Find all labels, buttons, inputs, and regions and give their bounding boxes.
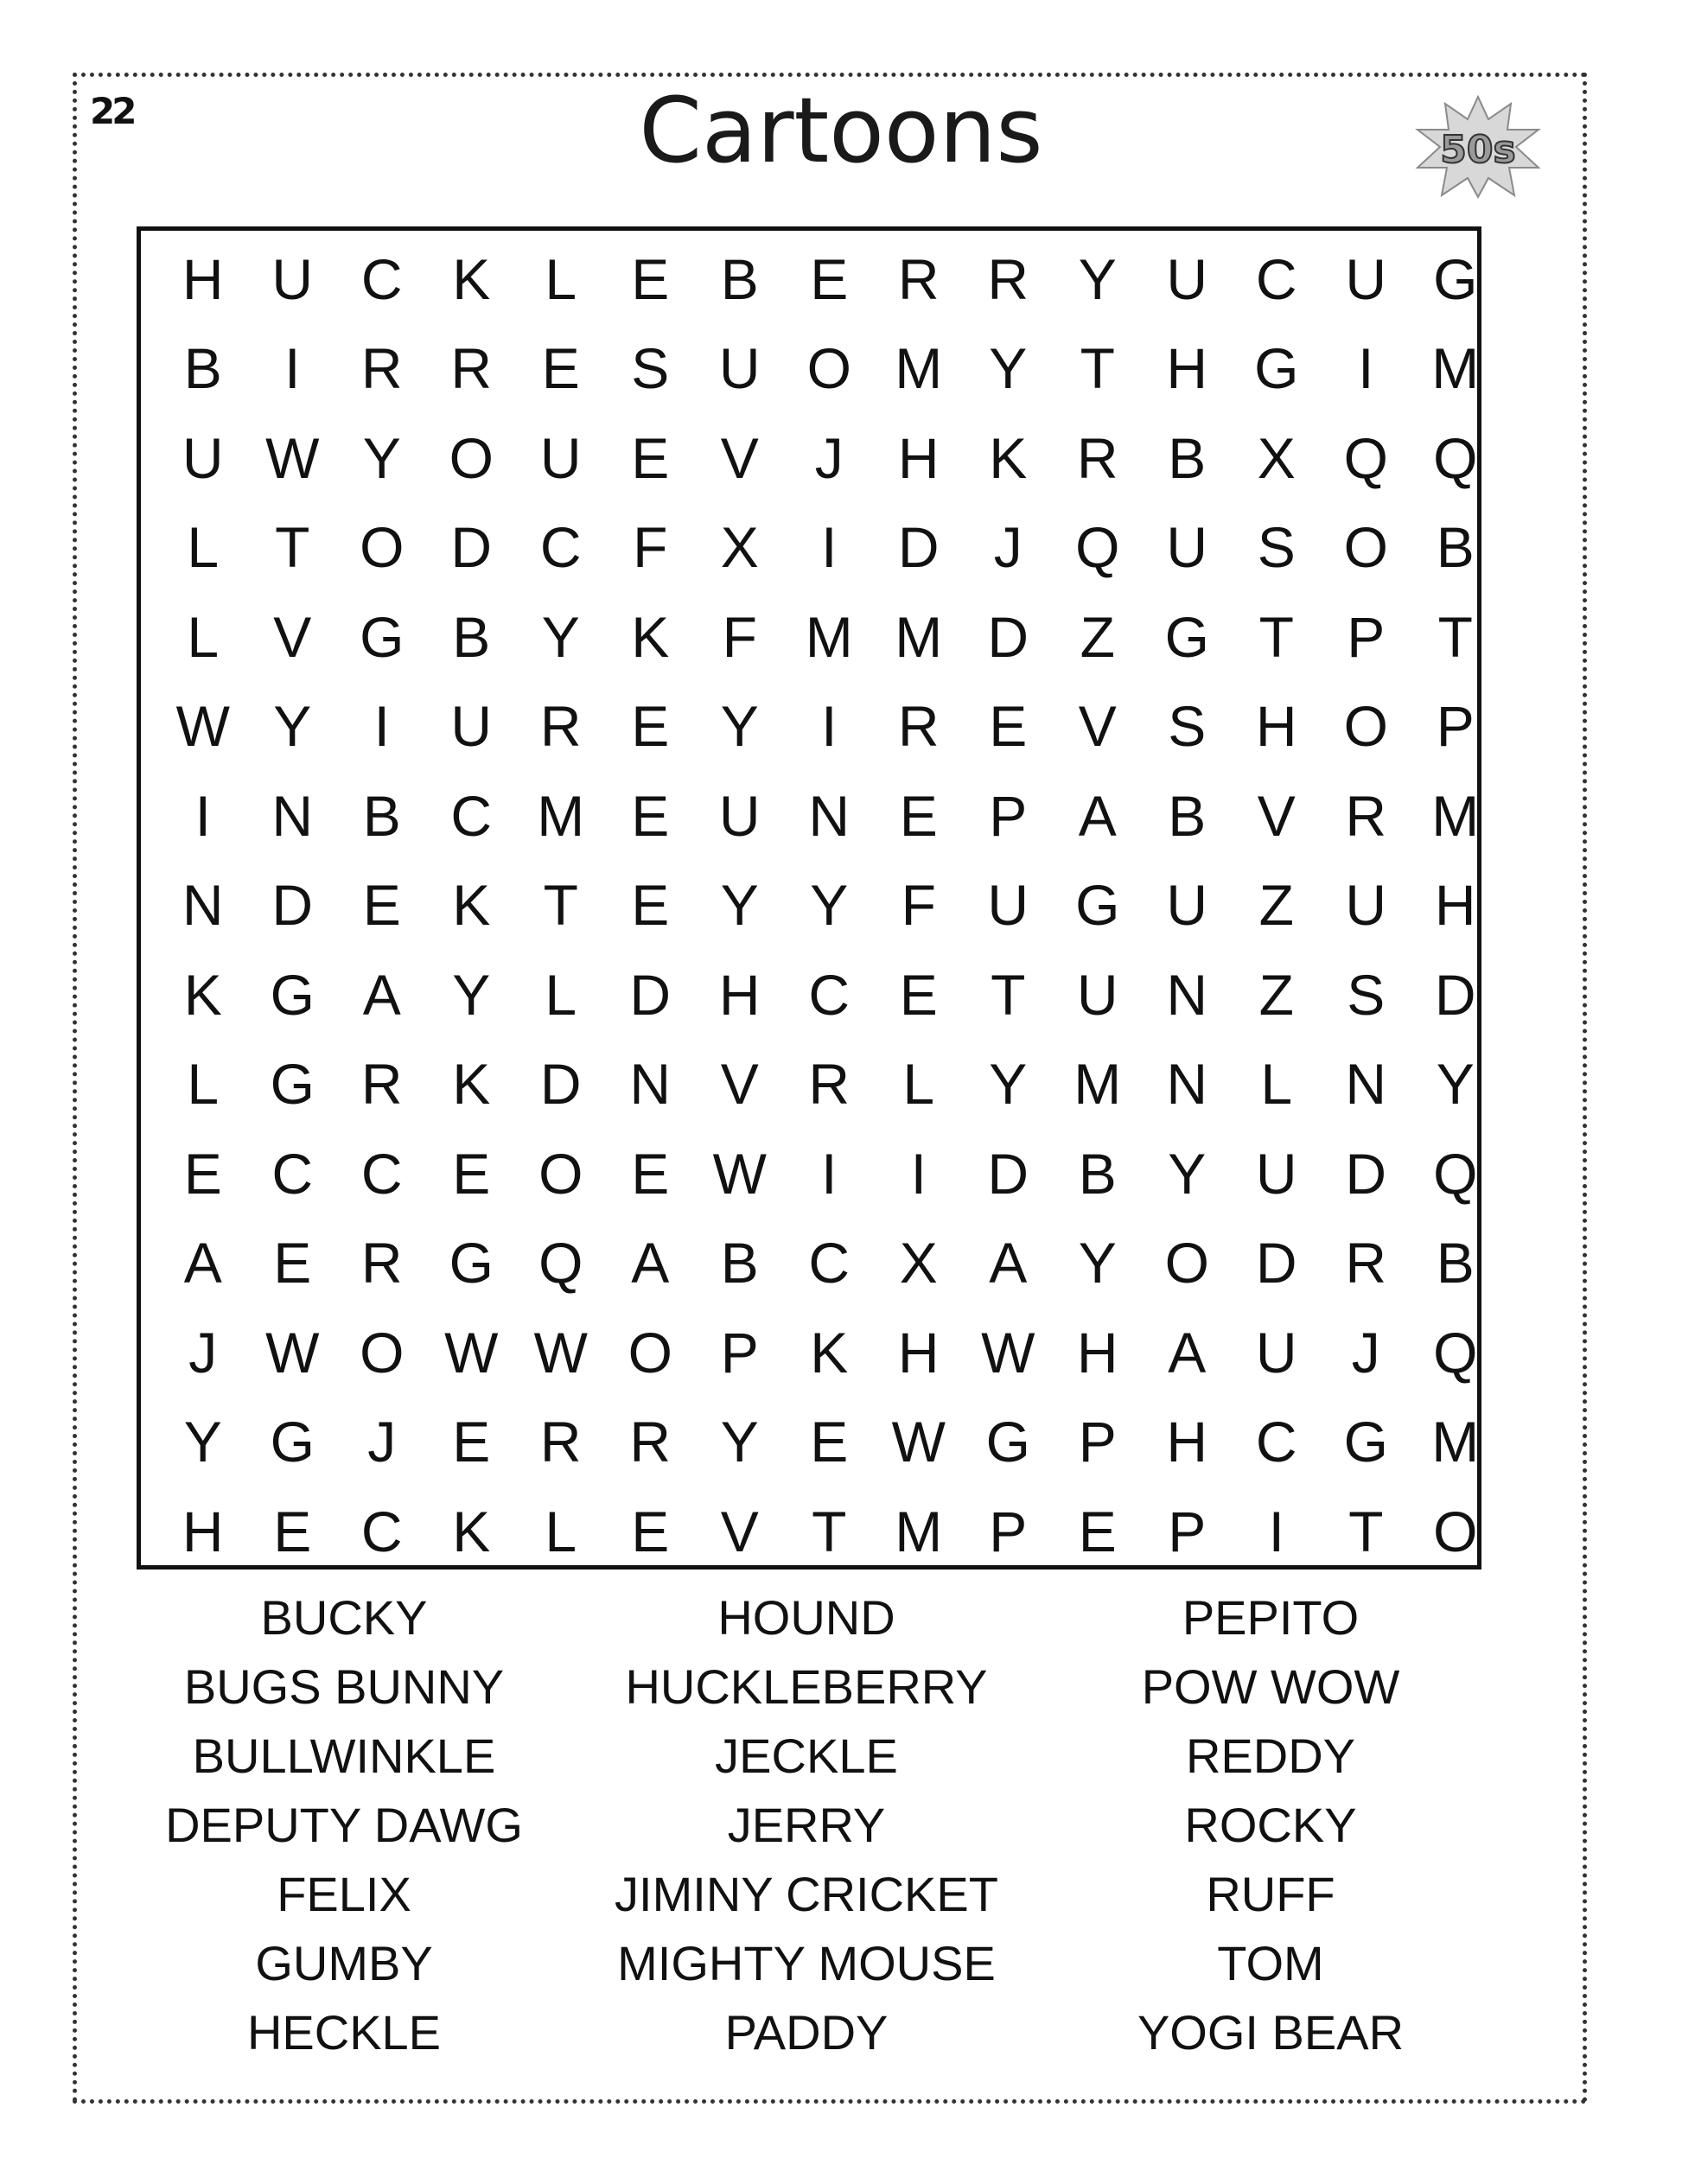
grid-letter[interactable]: E [989, 694, 1028, 759]
grid-letter[interactable]: P [989, 1499, 1028, 1563]
word-list-item: JIMINY CRICKET [615, 1867, 998, 1921]
page-title: Cartoons [639, 78, 1043, 183]
grid-letter[interactable]: U [182, 425, 224, 490]
grid-letter[interactable]: B [1436, 515, 1475, 580]
grid-letter[interactable]: R [1076, 425, 1118, 490]
grid-letter[interactable]: R [539, 694, 582, 759]
grid-letter[interactable]: B [1436, 1231, 1475, 1296]
grid-letter[interactable]: O [360, 515, 405, 580]
word-list-item: REDDY [1185, 1729, 1356, 1783]
grid-letter[interactable]: I [373, 694, 390, 759]
grid-letter[interactable]: C [808, 962, 851, 1027]
grid-letter[interactable]: N [1345, 1052, 1387, 1117]
grid-letter[interactable]: Y [183, 1410, 222, 1474]
grid-letter[interactable]: T [275, 515, 310, 580]
badge-label: 50s [1440, 128, 1516, 172]
grid-letter[interactable]: U [1345, 873, 1387, 938]
grid-letter[interactable]: E [362, 873, 401, 938]
word-list-item: HOUND [717, 1590, 895, 1645]
grid-letter[interactable]: G [270, 962, 315, 1027]
grid-letter[interactable]: L [545, 246, 577, 311]
grid-letter[interactable]: W [533, 1320, 588, 1385]
grid-letter[interactable]: U [1166, 246, 1208, 311]
grid-letter[interactable]: U [1345, 246, 1387, 311]
grid-letter[interactable]: Q [1433, 425, 1478, 490]
grid-letter[interactable]: D [629, 962, 672, 1027]
grid-letter[interactable]: U [718, 783, 761, 848]
grid-letter[interactable]: B [362, 783, 401, 848]
grid-letter[interactable]: S [1168, 694, 1207, 759]
grid-letter[interactable]: N [271, 783, 314, 848]
grid-letter[interactable]: B [452, 604, 491, 669]
grid-letter[interactable]: M [1074, 1052, 1122, 1117]
grid-letter[interactable]: E [273, 1231, 312, 1296]
grid-letter[interactable]: M [537, 783, 585, 848]
grid-row [158, 324, 1500, 414]
grid-letter[interactable]: M [1431, 336, 1480, 401]
grid-letter[interactable]: E [541, 336, 580, 401]
grid-letter[interactable]: I [821, 1141, 838, 1206]
grid-letter[interactable]: H [182, 1499, 224, 1563]
grid-letter[interactable]: D [987, 604, 1029, 669]
grid-row [158, 1487, 1500, 1576]
word-list-item: MIGHTY MOUSE [617, 1936, 996, 1990]
grid-letter[interactable]: S [1347, 962, 1386, 1027]
word-list-item: JECKLE [715, 1729, 898, 1783]
grid-letter[interactable]: D [897, 515, 940, 580]
grid-letter[interactable]: H [1166, 336, 1208, 401]
grid-letter[interactable]: E [452, 1410, 491, 1474]
grid-letter[interactable]: V [1078, 694, 1117, 759]
grid-letter[interactable]: Y [541, 604, 580, 669]
grid-letter[interactable]: K [810, 1320, 849, 1385]
grid-letter[interactable]: D [1345, 1141, 1387, 1206]
word-list-item: BULLWINKLE [192, 1729, 496, 1783]
grid-letter[interactable]: C [360, 1499, 403, 1563]
grid-letter[interactable]: R [1345, 1231, 1387, 1296]
grid-letter[interactable]: I [194, 783, 211, 848]
grid-letter[interactable]: I [284, 336, 301, 401]
grid-letter[interactable]: D [987, 1141, 1029, 1206]
grid-letter[interactable]: A [631, 1231, 670, 1296]
grid-letter[interactable]: B [1168, 783, 1207, 848]
grid-letter[interactable]: L [545, 962, 577, 1027]
grid-letter[interactable]: E [273, 1499, 312, 1563]
grid-letter[interactable]: P [989, 783, 1028, 848]
grid-letter[interactable]: G [1164, 604, 1209, 669]
grid-letter[interactable]: Q [1343, 425, 1388, 490]
grid-letter[interactable]: M [1431, 783, 1480, 848]
grid-letter[interactable]: G [1075, 873, 1120, 938]
grid-letter[interactable]: R [360, 1052, 403, 1117]
grid-letter[interactable]: I [910, 1141, 927, 1206]
grid-letter[interactable]: P [1078, 1410, 1117, 1474]
grid-letter[interactable]: B [720, 246, 759, 311]
word-list-item: TOM [1217, 1936, 1324, 1990]
grid-letter[interactable]: G [1343, 1410, 1388, 1474]
grid-letter[interactable]: B [1078, 1141, 1117, 1206]
grid-letter[interactable]: B [1168, 425, 1207, 490]
grid-letter[interactable]: E [631, 1499, 670, 1563]
grid-letter[interactable]: N [1166, 962, 1208, 1027]
grid-letter[interactable]: J [993, 515, 1023, 580]
grid-letter[interactable]: U [539, 425, 582, 490]
grid-letter[interactable]: R [987, 246, 1029, 311]
grid-letter[interactable]: E [631, 694, 670, 759]
grid-letter[interactable]: F [901, 873, 936, 938]
grid-letter[interactable]: D [450, 515, 493, 580]
grid-letter[interactable]: R [360, 336, 403, 401]
grid-letter[interactable]: A [989, 1231, 1028, 1296]
grid-letter[interactable]: N [808, 783, 851, 848]
grid-letter[interactable]: I [1268, 1499, 1284, 1563]
grid-letter[interactable]: I [1358, 336, 1374, 401]
grid-letter[interactable]: E [631, 783, 670, 848]
grid-letter[interactable]: R [539, 1410, 582, 1474]
word-list-item: BUCKY [260, 1590, 428, 1645]
grid-letter[interactable]: W [981, 1320, 1035, 1385]
grid-letter[interactable]: G [360, 604, 405, 669]
grid-letter[interactable]: J [814, 425, 844, 490]
grid-letter[interactable]: T [1080, 336, 1115, 401]
grid-letter[interactable]: T [543, 873, 578, 938]
grid-letter[interactable]: Y [452, 962, 491, 1027]
grid-row [158, 1398, 1500, 1487]
grid-letter[interactable]: I [821, 694, 838, 759]
grid-letter[interactable]: E [810, 1410, 849, 1474]
grid-letter[interactable]: E [452, 1141, 491, 1206]
grid-letter[interactable]: W [712, 1141, 767, 1206]
grid-letter[interactable]: G [449, 1231, 494, 1296]
word-list-item: POW WOW [1141, 1659, 1400, 1714]
grid-letter[interactable]: K [631, 604, 670, 669]
grid-letter[interactable]: U [1166, 515, 1208, 580]
grid-row [158, 1040, 1500, 1130]
word-list-item: DEPUTY DAWG [165, 1798, 523, 1852]
grid-letter[interactable]: C [450, 783, 493, 848]
grid-letter[interactable]: K [452, 1052, 491, 1117]
grid-letter[interactable]: G [1433, 246, 1478, 311]
grid-letter[interactable]: L [902, 1052, 935, 1117]
grid-letter[interactable]: O [538, 1141, 583, 1206]
grid-letter[interactable]: D [271, 873, 314, 938]
grid-letter[interactable]: E [631, 246, 670, 311]
grid-letter[interactable]: P [720, 1320, 759, 1385]
grid-letter[interactable]: C [271, 1141, 314, 1206]
grid-row [158, 1219, 1500, 1308]
word-list-item: BUGS BUNNY [183, 1659, 505, 1714]
grid-letter[interactable]: E [631, 873, 670, 938]
grid-letter[interactable]: E [1078, 1499, 1117, 1563]
grid-letter[interactable]: H [182, 246, 224, 311]
grid-letter[interactable]: M [805, 604, 853, 669]
grid-letter[interactable]: M [895, 604, 943, 669]
grid-letter[interactable]: R [360, 1231, 403, 1296]
word-list-item: ROCKY [1184, 1798, 1357, 1852]
grid-letter[interactable]: V [720, 1052, 759, 1117]
grid-letter[interactable]: W [265, 1320, 320, 1385]
grid-letter[interactable]: V [720, 425, 759, 490]
grid-letter[interactable]: A [1078, 783, 1117, 848]
grid-letter[interactable]: M [895, 1499, 943, 1563]
grid-letter[interactable]: L [187, 515, 220, 580]
grid-letter[interactable]: W [891, 1410, 946, 1474]
word-list-item: FELIX [277, 1867, 411, 1921]
grid-letter[interactable]: Y [1078, 246, 1117, 311]
grid-row [158, 592, 1500, 682]
word-list-item: YOGI BEAR [1137, 2005, 1405, 2060]
grid-letter[interactable]: T [991, 962, 1026, 1027]
grid-row [158, 771, 1500, 861]
grid-row [158, 861, 1500, 951]
grid-letter[interactable]: B [720, 1231, 759, 1296]
grid-row [158, 234, 1500, 324]
grid-letter[interactable]: D [1255, 1231, 1297, 1296]
grid-letter[interactable]: Q [1433, 1320, 1478, 1385]
word-list-item: JERRY [727, 1798, 886, 1852]
grid-letter[interactable]: Y [720, 694, 759, 759]
grid-letter[interactable]: O [1433, 1499, 1478, 1563]
grid-letter[interactable]: T [812, 1499, 847, 1563]
grid-letter[interactable]: V [273, 604, 312, 669]
grid-letter[interactable]: F [722, 604, 757, 669]
grid-letter[interactable]: P [1347, 604, 1386, 669]
grid-letter[interactable]: Z [1258, 873, 1294, 938]
grid-letter[interactable]: L [187, 1052, 220, 1117]
grid-letter[interactable]: E [899, 962, 938, 1027]
grid-row [158, 682, 1500, 772]
grid-letter[interactable]: H [897, 425, 940, 490]
grid-letter[interactable]: O [806, 336, 851, 401]
grid-letter[interactable]: Y [989, 336, 1028, 401]
grid-letter[interactable]: C [1255, 246, 1297, 311]
grid-letter[interactable]: U [1255, 1141, 1297, 1206]
grid-row [158, 1308, 1500, 1398]
grid-letter[interactable]: U [1255, 1320, 1297, 1385]
grid-letter[interactable]: H [1434, 873, 1476, 938]
grid-letter[interactable]: K [452, 873, 491, 938]
grid-letter[interactable]: Q [1433, 1141, 1478, 1206]
grid-letter[interactable]: L [187, 604, 220, 669]
grid-letter[interactable]: N [1166, 1052, 1208, 1117]
grid-letter[interactable]: E [899, 783, 938, 848]
grid-letter[interactable]: Y [1078, 1231, 1117, 1296]
grid-letter[interactable]: U [718, 336, 761, 401]
grid-letter[interactable]: A [183, 1231, 222, 1296]
grid-letter[interactable]: G [985, 1410, 1030, 1474]
grid-letter[interactable]: M [1431, 1410, 1480, 1474]
grid-letter[interactable]: C [360, 1141, 403, 1206]
grid-letter[interactable]: R [897, 246, 940, 311]
grid-letter[interactable]: H [1166, 1410, 1208, 1474]
grid-letter[interactable]: C [360, 246, 403, 311]
grid-letter[interactable]: Y [810, 873, 849, 938]
grid-letter[interactable]: W [175, 694, 230, 759]
grid-row [158, 503, 1500, 593]
grid-letter[interactable]: Y [273, 694, 312, 759]
grid-letter[interactable]: V [720, 1499, 759, 1563]
grid-letter[interactable]: L [1260, 1052, 1293, 1117]
word-list-item: PADDY [724, 2005, 889, 2060]
grid-letter[interactable]: T [1348, 1499, 1384, 1563]
grid-letter[interactable]: Z [1080, 604, 1115, 669]
grid-letter[interactable]: K [183, 962, 222, 1027]
grid-letter[interactable]: F [633, 515, 668, 580]
word-list-item: HECKLE [246, 2005, 442, 2060]
grid-letter[interactable]: R [1345, 783, 1387, 848]
grid-letter[interactable]: J [367, 1410, 397, 1474]
grid-letter[interactable]: Y [1436, 1052, 1475, 1117]
grid-letter[interactable]: J [1351, 1320, 1380, 1385]
grid-letter[interactable]: Y [362, 425, 401, 490]
grid-letter[interactable]: N [629, 1052, 672, 1117]
grid-letter[interactable]: U [450, 694, 493, 759]
grid-letter[interactable]: E [631, 1141, 670, 1206]
grid-letter[interactable]: A [1168, 1320, 1207, 1385]
grid-letter[interactable]: X [720, 515, 759, 580]
grid-letter[interactable]: O [449, 425, 494, 490]
grid-letter[interactable]: Y [720, 873, 759, 938]
grid-letter[interactable]: O [1164, 1231, 1209, 1296]
word-search-grid [137, 226, 1481, 1570]
grid-letter[interactable]: G [270, 1052, 315, 1117]
grid-letter[interactable]: E [183, 1141, 222, 1206]
grid-letter[interactable]: S [631, 336, 670, 401]
word-list-item: PEPITO [1182, 1590, 1360, 1645]
grid-letter[interactable]: V [1257, 783, 1296, 848]
word-list-item: RUFF [1206, 1867, 1335, 1921]
word-list-column-3 [1003, 1583, 1539, 2067]
grid-letter[interactable]: P [1168, 1499, 1207, 1563]
grid-row [158, 413, 1500, 503]
grid-letter[interactable]: H [897, 1320, 940, 1385]
grid-letter[interactable]: K [452, 246, 491, 311]
grid-letter[interactable]: R [450, 336, 493, 401]
word-list-column-2 [538, 1583, 1074, 2067]
grid-letter[interactable]: G [270, 1410, 315, 1474]
grid-letter[interactable]: Y [1168, 1141, 1207, 1206]
grid-letter[interactable]: C [539, 515, 582, 580]
grid-letter[interactable]: U [1166, 873, 1208, 938]
grid-letter[interactable]: H [1255, 694, 1297, 759]
grid-letter[interactable]: J [188, 1320, 218, 1385]
grid-letter[interactable]: O [628, 1320, 672, 1385]
grid-letter[interactable]: E [810, 246, 849, 311]
grid-letter[interactable]: P [1436, 694, 1475, 759]
word-list-item: GUMBY [255, 1936, 433, 1990]
grid-letter[interactable]: Q [1075, 515, 1120, 580]
grid-letter[interactable]: X [1257, 425, 1296, 490]
grid-letter[interactable]: L [545, 1499, 577, 1563]
word-list-item: HUCKLEBERRY [625, 1659, 988, 1714]
grid-letter[interactable]: C [808, 1231, 851, 1296]
grid-letter[interactable]: C [1255, 1410, 1297, 1474]
grid-letter[interactable]: R [629, 1410, 672, 1474]
grid-letter[interactable]: W [444, 1320, 499, 1385]
grid-letter[interactable]: T [1437, 604, 1473, 669]
grid-letter[interactable]: U [987, 873, 1029, 938]
grid-letter[interactable]: O [1343, 515, 1388, 580]
grid-letter[interactable]: E [631, 425, 670, 490]
grid-letter[interactable]: K [452, 1499, 491, 1563]
grid-letter[interactable]: K [989, 425, 1028, 490]
grid-letter[interactable]: W [265, 425, 320, 490]
grid-letter[interactable]: M [895, 336, 943, 401]
grid-letter[interactable]: U [1076, 962, 1118, 1027]
grid-letter[interactable]: G [1254, 336, 1299, 401]
grid-letter[interactable]: N [182, 873, 224, 938]
starburst-50s-badge-icon [1414, 95, 1542, 199]
word-list-column-1 [76, 1583, 612, 2067]
page-number: 22 [90, 90, 134, 132]
grid-letter[interactable]: O [1343, 694, 1388, 759]
grid-letter[interactable]: O [360, 1320, 405, 1385]
grid-letter[interactable]: B [183, 336, 222, 401]
grid-letter[interactable]: D [1434, 962, 1476, 1027]
grid-letter[interactable]: Y [720, 1410, 759, 1474]
grid-letter[interactable]: R [808, 1052, 851, 1117]
grid-letter[interactable]: S [1257, 515, 1296, 580]
grid-row [158, 1129, 1500, 1219]
grid-row [158, 950, 1500, 1040]
grid-letter[interactable]: D [539, 1052, 582, 1117]
grid-letter[interactable]: I [821, 515, 838, 580]
grid-letter[interactable]: T [1258, 604, 1294, 669]
grid-letter[interactable]: A [362, 962, 401, 1027]
grid-letter[interactable]: Z [1258, 962, 1294, 1027]
grid-letter[interactable]: U [271, 246, 314, 311]
grid-letter[interactable]: H [1076, 1320, 1118, 1385]
grid-letter[interactable]: Y [989, 1052, 1028, 1117]
grid-letter[interactable]: R [897, 694, 940, 759]
grid-letter[interactable]: X [899, 1231, 938, 1296]
grid-letter[interactable]: H [718, 962, 761, 1027]
grid-letter[interactable]: Q [538, 1231, 583, 1296]
